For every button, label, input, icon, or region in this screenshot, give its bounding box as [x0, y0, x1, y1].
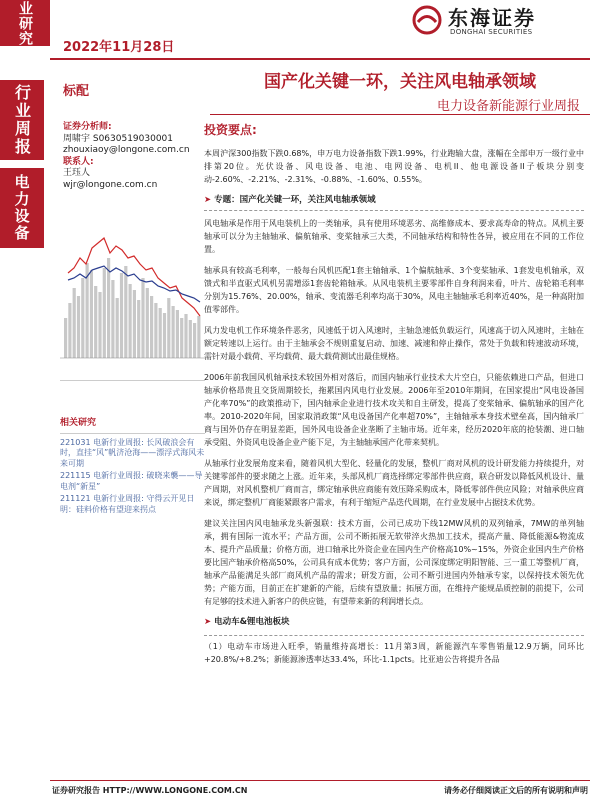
page-subtitle: 电力设备新能源行业周报	[436, 99, 580, 114]
page-title: 国产化关键一环，关注风电轴承领域	[264, 72, 536, 92]
related-heading: 相关研究	[60, 418, 97, 428]
volume-bar	[68, 303, 71, 358]
footer-website[interactable]: 证券研究报告 HTTP://WWW.LONGONE.COM.CN	[52, 786, 248, 795]
volume-bar	[137, 300, 140, 358]
contact-label: 联系人:	[63, 156, 94, 167]
volume-bar	[159, 308, 162, 358]
paragraph: 从轴承行业发展角度来看，随着风机大型化、轻量化的发展，整机厂商对风机的设计研发能力持续提升，对关键零部件的要求随之上涨。近年来，头部风机厂商选择绑定零部件供应商，联合研发以降低风机设计、量产周期，对风机整机厂商而言，绑定轴承供应商能有效压降采购成本，降低零部件供应风险；对轴承供应商来说，绑定整机厂商能紧跟客户需求，有利于缩短产品迭代周期，在行业发展中占据技术优势。	[204, 459, 584, 507]
volume-bars	[64, 258, 201, 358]
volume-bar	[116, 298, 119, 358]
report-date: 2022年11月28日	[63, 40, 175, 55]
rating-label: 标配	[63, 84, 90, 99]
analyst-block	[63, 122, 203, 191]
related-research	[60, 418, 205, 517]
main-content	[204, 124, 584, 674]
header-divider	[50, 58, 590, 60]
side-label-weekly: 行业周报	[0, 80, 44, 160]
volume-bar	[146, 288, 149, 358]
logo-english-name: DONGHAI SECURITIES	[450, 28, 533, 36]
analyst-name: 周啸宇 S0630519030001	[63, 133, 174, 144]
volume-bar	[73, 288, 76, 358]
ev-battery-heading: ➤ 电动车&锂电池板块	[204, 616, 584, 629]
paragraph: 2006年前我国风机轴承技术较国外相对落后，而国内轴承行业技术大片空白，只能依赖进口产品，但进口轴承价格昂贵且交货周期较长，拖累国内风电行业发展。2006年至2010年期间，在国家提出“风电设备国产化率70%”的政策推动下，国内轴承企业进行技术攻关和自主研发，提高了变桨轴承、偏航轴承的国产化率。2010-2020年间，国家取消政策“风电设备国产化率超70%”，主轴轴承本身技术壁垒高，国内轴承厂商与国外仍存在明显差距，国外风电设备企业垄断了主轴市场。近年来，经历2020年底的抢装潮、进口轴承受阻、外资风电设备企业产能下足，为主轴轴承国产化带来契机。	[204, 373, 584, 447]
footer-disclaimer: 请务必仔细阅读正文后的所有说明和声明	[444, 786, 588, 795]
volume-bar	[129, 284, 132, 358]
volume-bar	[107, 258, 110, 358]
volume-bar	[124, 266, 127, 358]
footer-divider	[50, 780, 590, 781]
title-divider	[210, 114, 590, 115]
chart-divider	[60, 380, 205, 381]
volume-bar	[180, 318, 183, 358]
analyst-email[interactable]: zhouxiaoy@longone.com.cn	[63, 145, 190, 155]
contact-name: 王珏人	[63, 168, 91, 178]
paragraph: （1）电动车市场进入旺季，销量维持高增长：11月第3周，新能源汽车零售销量12.9万辆，同环比+20.8%/+8.2%；新能源渗透率达33.4%，环比-1.1pcts。比亚迪公告将提升各品	[204, 635, 584, 666]
volume-bar	[77, 296, 80, 358]
volume-bar	[154, 303, 157, 358]
report-type-tab: 业研究	[0, 0, 50, 46]
contact-email[interactable]: wjr@longone.com.cn	[63, 179, 158, 190]
volume-bar	[111, 280, 114, 358]
related-divider	[60, 433, 205, 434]
sector-trend-chart	[60, 198, 205, 373]
paragraph: 轴承具有较高毛利率，一般每台风机匹配1套主轴轴承、1个偏航轴承、3个变桨轴承、1套发电机轴承，双馈式和半直驱式风机另需增添1套齿轮箱轴承。从风电装机主要零部件自身利润来看，叶片、齿轮箱毛利率分别为15.76%、20.00%，轴承、变流器毛利率均高于30%，风电主轴轴承毛利率近40%，是一种高附加值零部件。	[204, 266, 584, 314]
paragraph: 建议关注国内风电轴承龙头新强联：技术方面，公司已成功下线12MW风机的双列轴承，7MW的单列轴承，拥有国际一流水平；产品方面，公司不断拓展无软带淬火热加工技术，提高产量、降低能源&物流成本、提升产品质量；价格方面，进口轴承比外资企业在国内生产价格高10%~15%，外资企业国内生产价格要比国产轴承价格高50%，公司具有成本优势；客户方面，公司深度绑定明阳智能、三一重工等整机厂商，轴承产品能满足头部厂商风机产品的需求；研发方面，公司不断引进国内外轴承专家，以保持技术领先优势；产能方面，目前正在扩建新的产能，后续有望放量；拓展方面，在维持产能规品质控制的前提下，公司有足够的技术进入新客户的供应链，有望带来新的利润增长点。	[204, 519, 584, 606]
volume-bar	[193, 323, 196, 358]
side-label-sector: 电力设备	[0, 168, 44, 248]
volume-bar	[163, 313, 166, 358]
volume-bar	[90, 270, 93, 358]
volume-bar	[98, 292, 101, 358]
weekly-summary: 本周沪深300指数下跌0.68%，申万电力设备指数下跌1.99%，行业跑输大盘，涨幅在全部申万一级行业中排第20位。光伏设备、风电设备、电池、电网设备、电机II、他电源设备II子板块分别变动-2.60%、-2.21%、-2.31%、-0.88%、-1.60%、0.55%。	[204, 149, 584, 184]
related-item[interactable]: 221115 电新行业周报: 破晓来襲——导电剂“新星”	[60, 471, 203, 491]
volume-bar	[197, 316, 200, 358]
volume-bar	[167, 298, 170, 358]
paragraph: 风力发电机工作环境条件恶劣，风速低于切入风速时，主轴急速低负载运行，风速高于切入风速时，主轴在额定转速以上运行。由于主轴承会不规则重复启动、加速、减速和停止操作，常处于负载和转速波动环境，需针对最小载荷、平均载荷、最大载荷测试出最佳规格。	[204, 326, 584, 361]
volume-bar	[141, 278, 144, 358]
volume-bar	[94, 286, 97, 358]
volume-bar	[133, 290, 136, 358]
volume-bar	[176, 310, 179, 358]
analyst-label: 证券分析师:	[63, 122, 112, 132]
volume-bar	[103, 268, 106, 358]
paragraph: 风电轴承是作用于风电装机上的一类轴承，具有使用环境恶劣、高维修成本、要求高寿命的特点。风机主要轴承可以分为主轴轴承、偏航轴承、变桨轴承三大类，不同轴承结构和特性各异，被应用在不同的工作位置。	[204, 219, 584, 254]
volume-bar	[184, 314, 187, 358]
investment-heading: 投资要点:	[204, 123, 257, 137]
volume-bar	[189, 320, 192, 358]
related-item[interactable]: 221031 电新行业周报: 长风破浪会有时，直挂“风”帆济沧海——漂浮式海风未来可期	[60, 437, 205, 468]
topic-heading: ➤ 专题：国产化关键一环，关注风电轴承领域	[204, 194, 584, 211]
logo-chinese-name: 东海证券	[448, 6, 536, 30]
volume-bar	[172, 306, 175, 358]
volume-bar	[150, 296, 153, 358]
related-item[interactable]: 211121 电新行业周报: 守得云开见日明：硅料价格有望迎来拐点	[60, 494, 195, 514]
donghai-logo	[412, 2, 572, 42]
donghai-logo-mark-icon	[412, 5, 442, 35]
volume-bar	[120, 273, 123, 358]
volume-bar	[64, 318, 67, 358]
volume-bar	[81, 278, 84, 358]
